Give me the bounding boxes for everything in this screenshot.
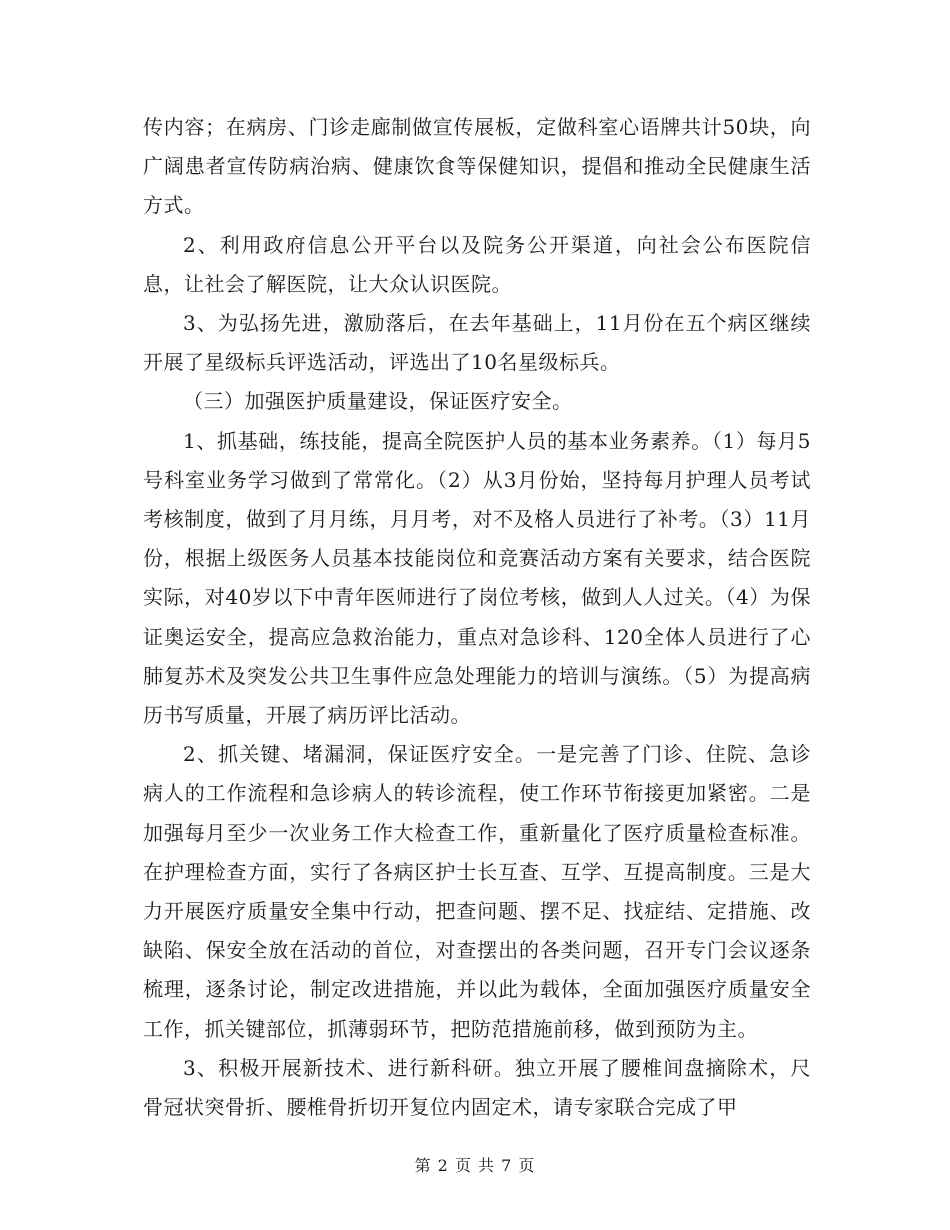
paragraph-continuation: 传内容；在病房、门诊走廊制做宣传展板，定做科室心语牌共计50块，向广阔患者宣传防病治病、健康饮食等保健知识，提倡和推动全民健康生活方式。 — [143, 115, 811, 218]
section-heading: （三）加强医护质量建设，保证医疗安全。 — [183, 389, 573, 414]
paragraph-medical-safety: 2、抓关键、堵漏洞，保证医疗安全。一是完善了门诊、住院、急诊病人的工作流程和急诊病人的转诊流程，使工作环节衔接更加紧密。二是加强每月至少一次业务工作大检查工作，重新量化了医疗质量检查标准。在护理检查方面，实行了各病区护士长互查、互学、互提高制度。三是大力开展医疗质量安全集中行动，把查问题、摆不足、找症结、定措施、改缺陷、保安全放在活动的首位，对查摆出的各类问题，召开专门会议逐条梳理，逐条讨论，制定改进措施，并以此为载体，全面加强医疗质量安全工作，抓关键部位，抓薄弱环节，把防范措施前移，做到预防为主。 — [143, 742, 811, 1041]
paragraph-item-2: 2、利用政府信息公开平台以及院务公开渠道，向社会公布医院信息，让社会了解医院，让大众认识医院。 — [143, 232, 811, 296]
paragraph-new-technology: 3、积极开展新技术、进行新科研。独立开展了腰椎间盘摘除术，尺骨冠状突骨折、腰椎骨折切开复位内固定术，请专家联合完成了甲 — [143, 1055, 811, 1120]
paragraph-basic-skills: 1、抓基础，练技能，提高全院医护人员的基本业务素养。（1）每月5号科室业务学习做到了常常化。（2）从3月份始，坚持每月护理人员考试考核制度，做到了月月练，月月考，对不及格人员进行了补考。（3）11月份，根据上级医务人员基本技能岗位和竞赛活动方案有关要求，结合医院实际，对40岁以下中青年医师进行了岗位考核，做到人人过关。（4）为保证奥运安全，提高应急救治能力，重点对急诊科、120全体人员进行了心肺复苏术及突发公共卫生事件应急处理能力的培训与演练。（5）为提高病历书写质量，开展了病历评比活动。 — [143, 428, 811, 728]
document-body — [143, 108, 811, 1127]
page-number-label: 第 2 页 共 7 页 — [414, 1156, 536, 1175]
page-footer — [0, 1153, 950, 1176]
paragraph-item-3: 3、为弘扬先进，激励落后，在去年基础上，11月份在五个病区继续开展了星级标兵评选活动，评选出了10名星级标兵。 — [143, 311, 811, 375]
